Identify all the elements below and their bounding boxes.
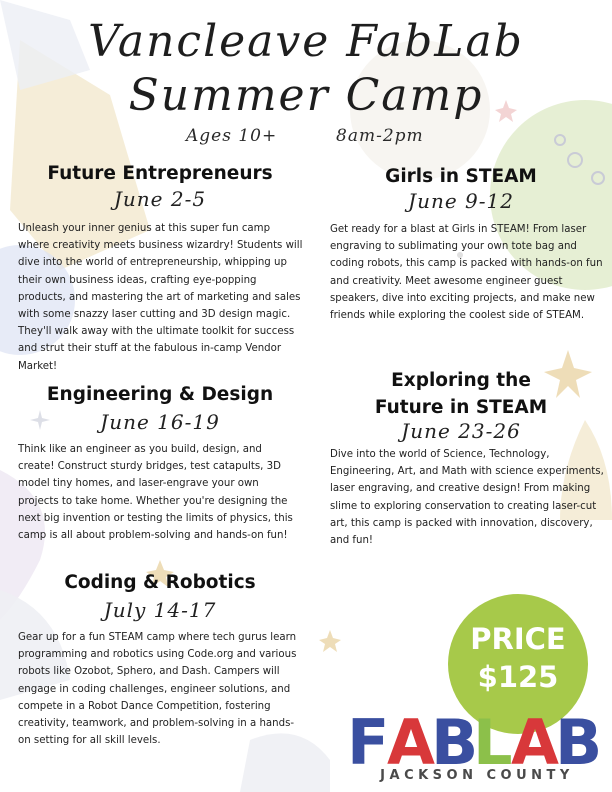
- flyer-title-line2: Summer Camp: [128, 70, 484, 121]
- camp-dates: June 16-19: [100, 410, 220, 434]
- camp-dates: July 14-17: [103, 598, 217, 622]
- price-amount: $125: [477, 660, 559, 694]
- camp-title-line2: Future in STEAM: [374, 397, 548, 418]
- fablab-logo-subtitle: JACKSON COUNTY: [380, 768, 574, 783]
- camp-title: Future Entrepreneurs: [47, 163, 273, 184]
- camp-description: Gear up for a fun STEAM camp where tech gurus learn programming and robotics using Code.org and various robots like Ozobot, Sphero, and Dash. Campers will engage in coding challenges, engineer solutions, and compete in a Robot Dance Competition, fostering creativity, teamwork, and problem-solving in a hands-on setting for all skill levels.: [18, 632, 297, 747]
- flyer-title-line1: Vancleave FabLab: [88, 16, 524, 67]
- ages-label: Ages 10+: [186, 126, 278, 146]
- camp-title: Engineering & Design: [46, 384, 274, 405]
- logo-letter-b: B: [431, 708, 479, 772]
- fablab-logo: [345, 708, 607, 788]
- logo-letter-a2: A: [511, 708, 559, 772]
- hours-label: 8am-2pm: [336, 126, 424, 146]
- fablab-wordmark: [345, 708, 607, 772]
- camp-description: Dive into the world of Science, Technology, Engineering, Art, and Math with science experiments, laser engraving, and creative design! From making slime to exploring conservation to creating laser-cut art, this camp is packed with innovation, discovery, and fun!: [330, 449, 604, 547]
- camp-dates: June 9-12: [408, 189, 514, 213]
- logo-letter-l: L: [473, 708, 513, 772]
- camp-description: Get ready for a blast at Girls in STEAM! From laser engraving to sublimating your own tote bag and coding robots, this camp is packed with hands-on fun and creativity. Meet awesome engineer guest speakers, dive into exciting projects, and make new friends while exploring the coolest side of STEAM.: [330, 224, 603, 322]
- camp-title-line1: Exploring the: [391, 370, 531, 391]
- price-label: PRICE: [470, 622, 566, 656]
- camp-dates: June 2-5: [113, 187, 207, 211]
- logo-letter-b2: B: [555, 708, 603, 772]
- camp-title: Coding & Robotics: [64, 572, 256, 593]
- camp-dates: June 23-26: [401, 419, 521, 443]
- camp-title: Girls in STEAM: [385, 166, 537, 187]
- camp-description: Unleash your inner genius at this super fun camp where creativity meets business wizardry! Students will dive into the world of entrepreneurship, whipping up their own business ideas, crafting eye-popping products, and mastering the art of marketing and sales with some snazzy laser cutting and 3D design magic. They'll walk away with the ultimate toolkit for success and strut their stuff at the fabulous in-camp Vendor Market!: [18, 223, 303, 372]
- logo-letter-f: F: [347, 708, 390, 772]
- logo-letter-a: A: [387, 708, 435, 772]
- camp-description: Think like an engineer as you build, design, and create! Construct sturdy bridges, test catapults, 3D model tiny homes, and laser-engrave your own projects to take home. Whether you're designing the next big invention or testing the limits of physics, this camp is all about problem-solving and hands-on fun!: [18, 444, 293, 542]
